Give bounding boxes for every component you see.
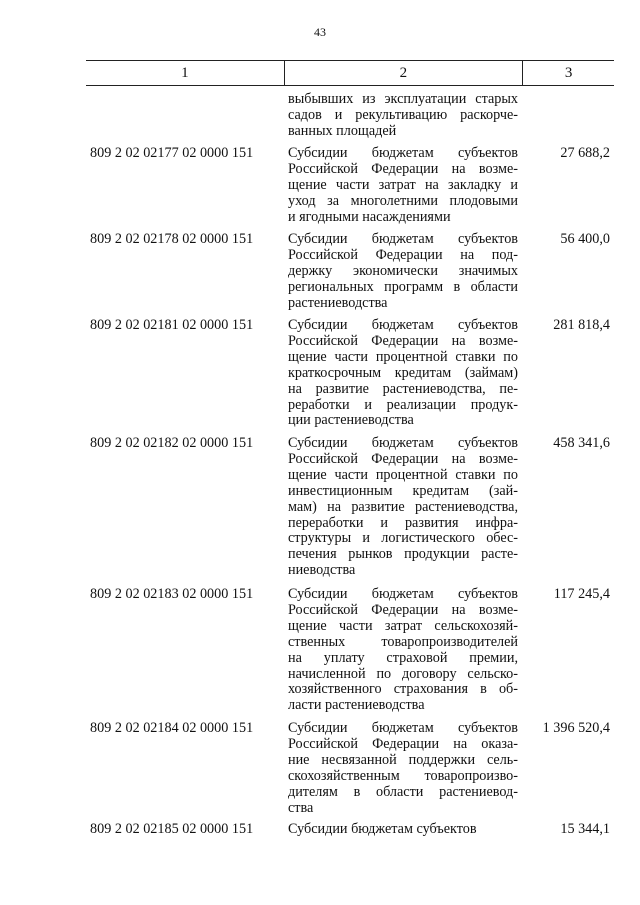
amount: 56 400,0 [560,231,610,247]
column-header-2: 2 [284,61,524,85]
description-line: Российской Федерации на возме- [288,160,518,177]
description-line: ванных площадей [288,122,397,139]
description-line: краткосрочным кредитам (займам) [288,364,518,381]
amount: 281 818,4 [553,317,610,333]
budget-code: 809 2 02 02181 02 0000 151 [90,317,254,333]
page-number: 43 [314,25,326,39]
description-line: скохозяйственным товаропроизво- [288,767,518,784]
description-line: уход за многолетними плодовыми [288,192,518,209]
description-line: Российской Федерации на оказа- [288,735,518,752]
description-line: печения рынков продукции расте- [288,546,518,563]
budget-code: 809 2 02 02185 02 0000 151 [90,821,254,837]
description-line: Субсидии бюджетам субъектов [288,821,477,837]
description-line: Субсидии бюджетам субъектов [288,720,518,736]
description-line: щение части затрат сельскохозяй- [288,617,518,634]
description-line: щение части затрат на закладку и [288,176,518,193]
description-line: региональных программ в области [288,278,518,295]
table-header [86,60,614,86]
row-description [288,436,518,579]
amount: 117 245,4 [553,586,610,602]
description-line: Субсидии бюджетам субъектов [288,586,518,602]
description-line: хозяйственного страхования в об- [288,681,518,698]
amount: 27 688,2 [560,145,610,161]
budget-code: 809 2 02 02182 02 0000 151 [90,435,254,451]
column-header-1: 1 [181,64,189,81]
row-description [288,318,518,429]
row-description [288,587,518,714]
description-line: растениеводства [288,294,388,311]
description-line: инвестиционным кредитам (зай- [288,482,518,499]
description-line: щение части процентной ставки по [288,348,518,365]
budget-code: 809 2 02 02183 02 0000 151 [90,586,254,602]
amount: 458 341,6 [553,435,610,451]
description-line: и ягодными насаждениями [288,208,451,225]
row-description [288,92,518,140]
description-line: держку экономически значимых [288,262,518,279]
row-description [288,721,518,816]
description-line: на развитие растениеводства, пе- [288,380,518,397]
description-line: ласти растениеводства [288,697,425,714]
description-line: ции растениеводства [288,412,414,429]
description-line: выбывших из эксплуатации старых [288,91,518,107]
description-line: переработки и развития инфра- [288,514,518,531]
budget-code: 809 2 02 02178 02 0000 151 [90,231,254,247]
description-line: структуры и логистического обес- [288,530,518,547]
description-line: Субсидии бюджетам субъектов [288,317,518,333]
description-line: Российской Федерации на под- [288,246,518,263]
row-description [288,232,518,312]
description-line: ниеводства [288,562,356,579]
column-header-3: 3 [564,64,573,81]
amount: 15 344,1 [560,821,610,837]
description-line: Субсидии бюджетам субъектов [288,231,518,247]
row-description [288,146,518,226]
description-line: садов и рекультивацию раскорче- [288,106,518,123]
budget-code: 809 2 02 02184 02 0000 151 [90,720,254,736]
description-line: мам) на развитие растениеводства, [288,498,518,515]
row-description [288,822,518,838]
description-line: Российской Федерации на возме- [288,601,518,618]
amount: 1 396 520,4 [542,720,610,736]
description-line: Российской Федерации на возме- [288,332,518,349]
description-line: Субсидии бюджетам субъектов [288,145,518,161]
description-line: ние несвязанной поддержки сель- [288,751,518,768]
description-line: начисленной по договору сельско- [288,665,518,682]
description-line: Субсидии бюджетам субъектов [288,435,518,451]
description-line: реработки и реализации продук- [288,396,518,413]
description-line: ственных товаропроизводителей [288,633,518,650]
description-line: щение части процентной ставки по [288,466,518,483]
description-line: на уплату страховой премии, [288,649,518,666]
description-line: дителям в области растениевод- [288,783,518,800]
description-line: Российской Федерации на возме- [288,450,518,467]
budget-code: 809 2 02 02177 02 0000 151 [90,145,254,161]
description-line: ства [288,799,314,816]
